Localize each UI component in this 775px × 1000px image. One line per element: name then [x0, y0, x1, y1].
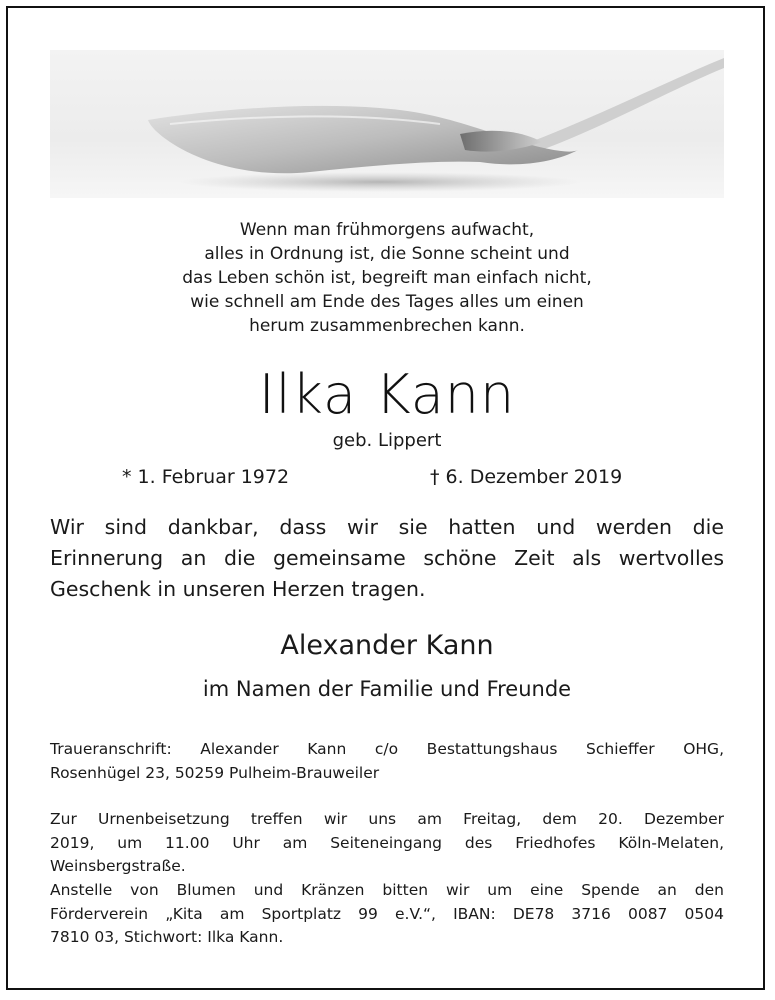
quote-line: Wenn man frühmorgens aufwacht, — [239, 220, 535, 240]
donation-line: Anstelle von Blumen und Kränzen bitten wir um eine Spende an den — [50, 881, 724, 899]
maiden-name: geb. Lippert — [332, 430, 442, 451]
donation-line: 7810 03, Stichwort: Ilka Kann. — [50, 928, 284, 946]
birth-date: * 1. Februar 1972 — [122, 466, 290, 488]
gratitude-line: Erinnerung an die gemeinsame schöne Zeit als wertvolles — [50, 546, 724, 570]
signer-subtitle: im Namen der Familie und Freunde — [202, 677, 572, 701]
address-line: Traueranschrift: Alexander Kann c/o Bestattungshaus Schieffer OHG, — [50, 740, 724, 758]
donation-line: Förderverein „Kita am Sportplatz 99 e.V.“, IBAN: DE78 3716 0087 0504 — [50, 904, 724, 923]
quote-line: alles in Ordnung ist, die Sonne scheint und — [204, 244, 570, 264]
death-date: † 6. Dezember 2019 — [430, 466, 623, 488]
quote-line: das Leben schön ist, begreift man einfach nicht, — [182, 268, 592, 288]
quote-line: herum zusammenbrechen kann. — [249, 316, 525, 336]
calla-lily-photo — [50, 50, 724, 198]
burial-line: Zur Urnenbeisetzung treffen wir uns am Freitag, dem 20. Dezember — [50, 810, 724, 828]
calla-lily-icon — [50, 50, 724, 198]
deceased-name: Ilka Kann — [258, 363, 516, 426]
gratitude-line: Geschenk in unseren Herzen tragen. — [50, 577, 426, 601]
mourning-address — [50, 738, 724, 785]
quote-block — [50, 218, 724, 338]
address-line: Rosenhügel 23, 50259 Pulheim-Brauweiler — [50, 763, 380, 782]
gratitude-text — [50, 512, 724, 605]
burial-info — [50, 808, 724, 879]
signer-name: Alexander Kann — [280, 630, 494, 661]
gratitude-line: Wir sind dankbar, dass wir sie hatten und werden die — [50, 515, 724, 539]
quote-line: wie schnell am Ende des Tages alles um einen — [190, 292, 584, 312]
burial-line: 2019, um 11.00 Uhr am Seiteneingang des Friedhofes Köln-Melaten, — [50, 833, 724, 852]
donation-info — [50, 879, 724, 950]
burial-line: Weinsbergstraße. — [50, 857, 186, 875]
